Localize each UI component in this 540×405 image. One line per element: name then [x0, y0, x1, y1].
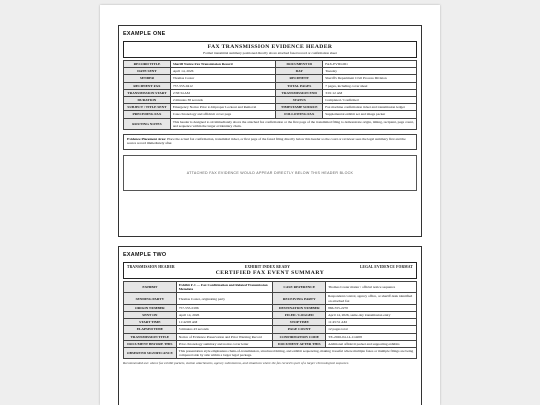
example-one-label: EXAMPLE ONE — [123, 31, 166, 37]
field-value: 2:58:34 AM — [170, 89, 275, 96]
field-value: Sheriff's Department Civil Process Division — [323, 75, 417, 82]
field-label: STOP TIME — [273, 319, 326, 326]
field-value: Completed / Confirmed — [323, 97, 417, 104]
document-page — [100, 5, 440, 405]
table-row — [124, 61, 417, 68]
field-label: PRECEDING FAX — [124, 111, 171, 118]
table-row — [124, 326, 417, 333]
recommended-use-note: Recommended use: above fax exhibit packets, station attachments, agency submissions, and situations where the fax record is part of a larger chronological sequence. — [123, 361, 350, 366]
field-label: ROUTING NOTES — [124, 118, 171, 129]
field-value: Additional affidavit packet and supporting exhibits — [326, 340, 417, 347]
field-value: 11:45:51 AM — [326, 319, 417, 326]
field-label: RECEIVING PARTY — [273, 293, 326, 304]
field-label: DOCUMENT ID — [276, 61, 323, 68]
field-label: DAY — [276, 68, 323, 75]
field-label: DATE SENT — [124, 68, 171, 75]
field-value: 2 minutes 38 seconds — [170, 97, 275, 104]
table-row — [124, 111, 417, 118]
field-label: TRANSMISSION START — [124, 89, 171, 96]
table-row — [124, 82, 417, 89]
field-label: FOLLOWING FAX — [276, 111, 323, 118]
header-left-tag: TRANSMISSION HEADER — [127, 265, 175, 269]
table-row — [124, 304, 417, 311]
field-label: SENDING PARTY — [124, 293, 177, 304]
field-label: STATUS — [276, 97, 323, 104]
field-value: April 14, 2026 — [170, 68, 275, 75]
fax-event-header — [123, 262, 417, 279]
evidence-header-title: FAX TRANSMISSION EVIDENCE HEADER — [207, 44, 333, 50]
field-value: FAX-EVID-061 — [323, 61, 417, 68]
field-label: RECIPIENT — [276, 75, 323, 82]
table-row — [124, 282, 417, 293]
field-label: ORIGIN NUMBER — [124, 304, 177, 311]
field-value: April 14, 2026, same-day transmission entry — [326, 312, 417, 319]
field-label: SUBJECT / TITLE SENT — [124, 104, 171, 111]
field-label: DOCUMENT AFTER THIS — [273, 340, 326, 347]
field-value: Exhibit F-1 — Fax Confirmation and Related Transmission Metadata — [176, 282, 273, 293]
table-row — [124, 68, 417, 75]
field-value: Thomas Coster — [170, 75, 275, 82]
field-value: Respondent control, agency office, or sheriff desk identified on attached fax — [326, 293, 417, 304]
field-label: CONFIRMATION CODE — [273, 333, 326, 340]
field-label: TOTAL PAGES — [276, 82, 323, 89]
attachment-placeholder: ATTACHED FAX EVIDENCE WOULD APPEAR DIRECTLY BELOW THIS HEADER BLOCK — [123, 155, 417, 191]
field-value: This header is designed to sit immediately above the attached fax confirmation or the first page of the transmitted filing to demonstrate origin, timing, recipient, page count, and sequence within the larger evidentiary chain. — [170, 118, 416, 129]
field-value: 866-555-2270 — [326, 304, 417, 311]
table-row — [124, 319, 417, 326]
field-label: DURATION — [124, 97, 171, 104]
placement-notice-lead: Evidence Placement Area: — [127, 137, 167, 142]
field-label: TRANSMISSION END — [276, 89, 323, 96]
field-label: EXHIBIT — [124, 282, 177, 293]
table-row — [124, 312, 417, 319]
field-value: Supplemental exhibit set and image packet — [323, 111, 417, 118]
example-two-label: EXAMPLE TWO — [123, 252, 167, 258]
field-value: Emergency Notice Prior to Improper Lockout and Removal — [170, 104, 275, 111]
field-value: Tuesday — [323, 68, 417, 75]
field-value: 757-555-0186 — [176, 304, 273, 311]
table-row — [124, 340, 417, 347]
field-value: April 14, 2026 — [176, 312, 273, 319]
field-label: PAGE COUNT — [273, 326, 326, 333]
evidence-table — [123, 60, 417, 130]
field-label: CASE REFERENCE — [273, 282, 326, 293]
field-value: 7 pages, including cover sheet — [323, 82, 417, 89]
table-row — [124, 293, 417, 304]
field-value: This presentation style emphasizes chain-of-transmission, structured timing, and exhibit sequencing, making it useful where multiple faxes or multiple filings are being compared side by side within a larger legal package. — [176, 348, 416, 359]
placement-notice — [123, 134, 417, 150]
table-row — [124, 118, 417, 129]
field-value: Fax machine confirmation ticket and transmission ledger — [323, 104, 417, 111]
field-label: RECORD TITLE — [124, 61, 171, 68]
example-one-card — [118, 25, 422, 237]
evidence-header — [123, 41, 417, 58]
table-row — [124, 104, 417, 111]
field-label: SENDER — [124, 75, 171, 82]
field-label: RECIPIENT FAX — [124, 82, 171, 89]
field-value: Thomas Coster, originating party — [176, 293, 273, 304]
field-label: TRANSMISSION TITLE — [124, 333, 177, 340]
field-value: 12 pages total — [326, 326, 417, 333]
field-label: OBSERVED SIGNIFICANCE — [124, 348, 177, 359]
table-row — [124, 75, 417, 82]
field-value: 757-555-0412 — [170, 82, 275, 89]
table-row — [124, 333, 417, 340]
field-value: 11:42:08 AM — [176, 319, 273, 326]
field-label: ELAPSED TIME — [124, 326, 177, 333]
table-row — [124, 89, 417, 96]
evidence-header-subtitle: Formal transmittal summary positioned directly above attached faxed record or confirmation sheet — [203, 51, 337, 55]
field-label: START TIME — [124, 319, 177, 326]
placement-notice-text: Place the actual fax confirmation, transmittal ticket, or first page of the faxed filing directly below this header so the court or reviewer sees the legal summary first and the source record immediately after. — [127, 137, 406, 146]
table-row — [124, 348, 417, 359]
field-value: TX-2026-04-14-114208 — [326, 333, 417, 340]
example-two-card — [118, 246, 422, 405]
field-value: Prior chronology summary and notice cover letter — [176, 340, 273, 347]
table-row — [124, 97, 417, 104]
fax-event-table — [123, 281, 417, 359]
header-right-tag: LEGAL EVIDENCE FORMAT — [359, 265, 413, 269]
field-value: 3 minutes 43 seconds — [176, 326, 273, 333]
field-value: 3:01:12 AM — [323, 89, 417, 96]
field-label: TIMESTAMP SOURCE — [276, 104, 323, 111]
field-value: Case chronology and affidavit cover page — [170, 111, 275, 118]
field-value: Notice of Evidence Preservation and Prior Warning Record — [176, 333, 273, 340]
field-value: Sheriff Notice Fax Transmission Record — [170, 61, 275, 68]
fax-event-title: CERTIFIED FAX EVENT SUMMARY — [215, 270, 325, 276]
field-label: SENT ON — [124, 312, 177, 319]
field-value: Thomas Coster matter / official notice sequence — [326, 282, 417, 293]
field-label: DESTINATION NUMBER — [273, 304, 326, 311]
header-center-tag: EXHIBIT INDEX READY — [244, 265, 291, 269]
field-label: FILED / LOGGED — [273, 312, 326, 319]
field-label: DOCUMENT BEFORE THIS — [124, 340, 177, 347]
